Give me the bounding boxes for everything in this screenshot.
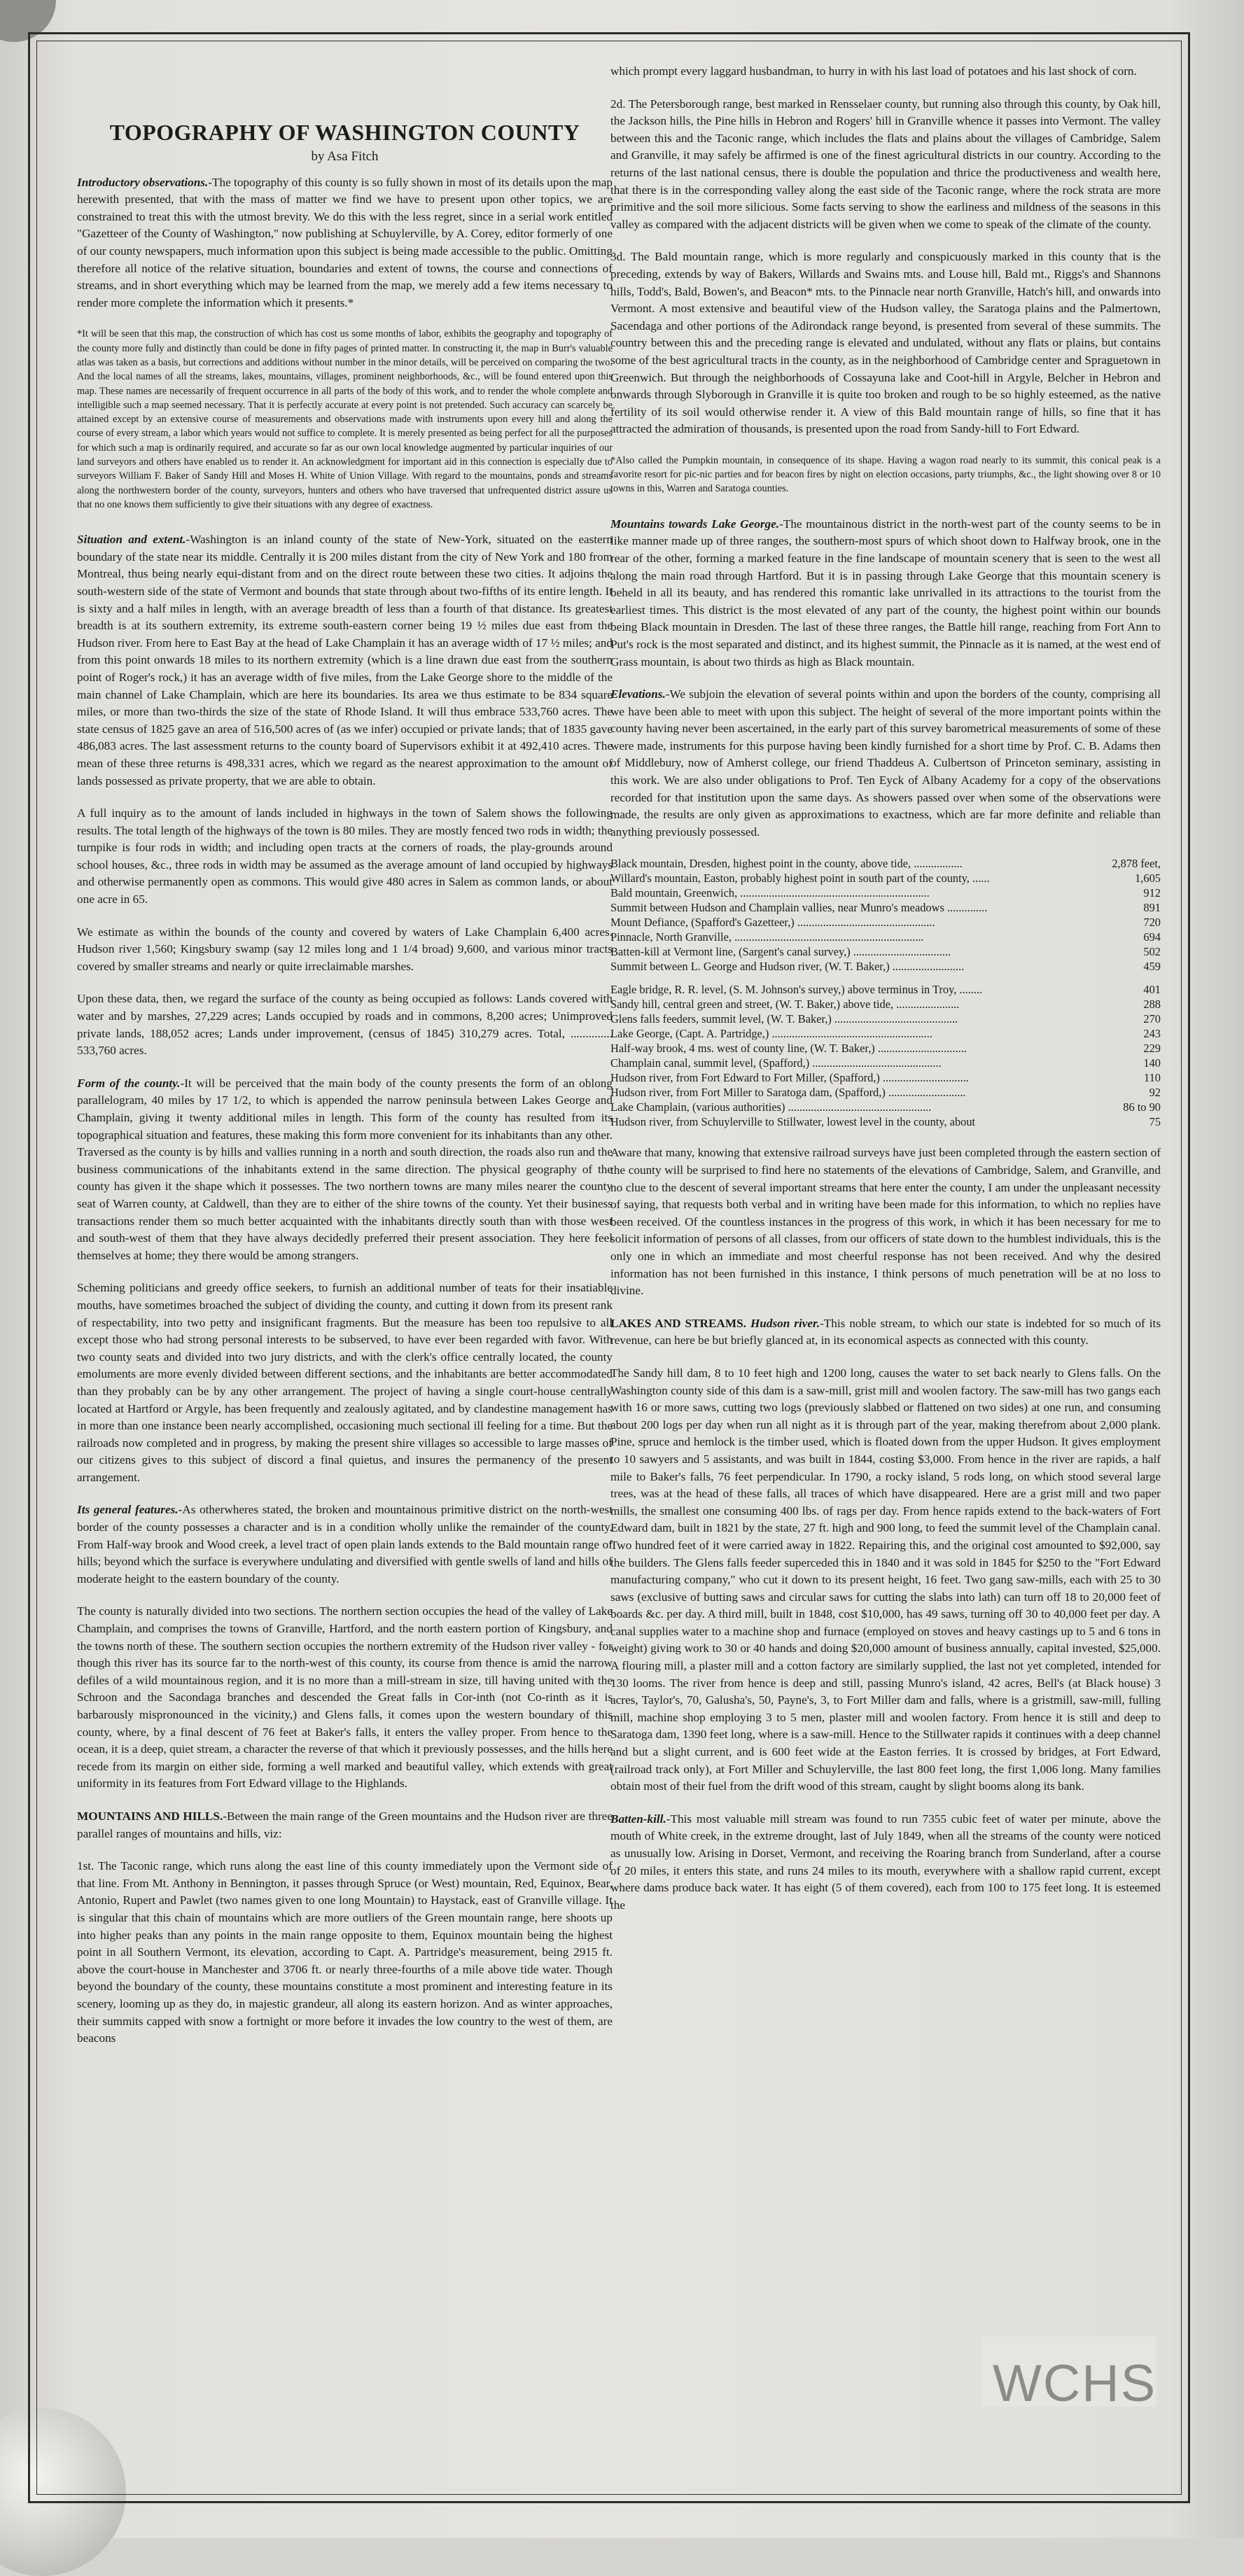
- surface-paragraph: Upon these data, then, we regard the surface of the county as being occupied as follows: Lands covered with water and by marshes, 27,229 acres; Lands occupied by roads and in commons, 8,200 acres; Unimproved private lands, 188,052 acres; Lands under improvement, (census of 1845) 310,279 acres. Total, .............. 533,760 acres.: [77, 992, 613, 1058]
- elevation-place: Mount Defiance, (Spafford's Gazetteer,) ................................................: [610, 916, 935, 930]
- mountains-heading: MOUNTAINS AND HILLS.: [77, 1809, 223, 1823]
- lake-george-text: -The mountainous district in the north-west part of the county seems to be in like manner made up of three ranges, the southern-most spurs of which shoot down to Halfway brook, one in the rear of the other, forming a marked feature in the fine landscape of mountain scenery that is seen to the west all along the main road through Hartford. But it is in passing through Lake George that this mountain scenery is beheld in all its beauty, and has rendered this romantic lake unrivalled in its attractions to the tourist from the earliest times. This district is the most elevated of any part of the county, the highest point within our bounds being Black mountain in Dresden. The last of these three ranges, the Battle hill range, reaching from Fort Ann to Put's rock is the most separated and distinct, and its highest summit, the Pinnacle as it is named, at the west end of Grass mountain, is about two thirds as high as Black mountain.: [610, 517, 1161, 668]
- elevation-row: [610, 1100, 1161, 1114]
- elevation-place: Lake Champlain, (various authorities) ..................................................: [610, 1100, 932, 1114]
- pumpkin-mountain-footnote: *Also called the Pumpkin mountain, in consequence of its shape. Having a wagon road nearly to its summit, this conical peak is a favorite resort for pic-nic parties and for beacon fires by night on election occasions, party triumphs, &c., the light showing over 8 or 10 towns in this, Warren and Saratoga counties.: [610, 454, 1161, 495]
- elevation-row: [610, 1070, 1161, 1085]
- elevation-place: Hudson river, from Fort Edward to Fort Miller, (Spafford,) ..............................: [610, 1071, 969, 1085]
- elevation-value: 459: [1143, 960, 1161, 974]
- lakes-streams-paragraph: [610, 1315, 1161, 1350]
- situation-text: -Washington is an inland county of the state of New-York, situated on the eastern boundary of the state near its middle. Centrally it is 200 miles distant from the city of New York and 180 from Montreal, thus being nearly equi-distant from and on the direct route between these two cities. It adjoins the south-western side of the state of Vermont and bounds that state through about two-fifths of its entire length. It is sixty and a half miles in length, with an average breadth of less than a fourth of that distance. Its greatest breadth is at its southern extremity, its extreme south-eastern corner being 19 ½ miles due east from the Hudson river. From here to East Bay at the head of Lake Champlain it has an average width of 17 ½ miles; and from this point onwards 18 miles to its northern extremity (which is a line drawn due east from the southern point of Roger's rock,) it has an average width of five miles, from the Lake George shore to the middle of the main channel of Lake Champlain, which are here its boundaries. Its area we thus estimate to be 834 square miles, or more than two-thirds the size of the state of Rhode Island. It will thus embrace 533,760 acres. The state census of 1825 gave an area of 516,500 acres of (as we infer) occupied or private lands; that of 1835 gave 486,083 acres. The last assessment returns to the county board of Supervisors exhibit it at 492,410 acres. The mean of these three returns is 498,331 acres, which we regard as the nearest approximation to the amount of lands possessed as private property, that we are able to obtain.: [77, 533, 613, 788]
- scheming-paragraph: Scheming politicians and greedy office seekers, to furnish an additional number of teats for their insatiable mouths, have sometimes broached the subject of dividing the county, and cutting it down from its present rank of respectability, into two petty and insignificant fragments. But the measure has been too repulsive to all except those who had strong personal interests to be subserved, to have ever been regarded with favor. With two county seats and divided into two jury districts, and with the clerk's office centrally located, the county emoluments are more evenly divided between different sections, and the inhabitants are better accommodated than they probably can be by any other arrangement. The project of having a single court-house centrally located at Hartford or Argyle, has been frequently and zealously agitated, and by clandestine management has in more than one instance been nearly accomplished, occasioning much sectional ill feeling for a time. But the railroads now completed and in progress, by making the present shire villages so accessible to large masses of our citizens gives to this subject of discord a final quietus, and insures the permanency of the present arrangement.: [77, 1281, 613, 1484]
- elevation-place: Eagle bridge, R. R. level, (S. M. Johnson's survey,) above terminus in Troy, ........: [610, 983, 983, 997]
- elevation-row: [610, 997, 1161, 1011]
- right-column: [610, 63, 1161, 2457]
- elevation-place: Champlain canal, summit level, (Spafford,) .............................................: [610, 1056, 942, 1070]
- elevation-place: Glens falls feeders, summit level, (W. T. Baker,) ...........................................: [610, 1012, 958, 1026]
- elevation-row: [610, 944, 1161, 959]
- form-paragraph: [77, 1075, 613, 1265]
- elevations-heading: Elevations.: [610, 687, 666, 701]
- wchs-watermark: WCHS: [993, 2354, 1157, 2412]
- elevations-table: [610, 856, 1161, 1129]
- elevation-row: [610, 982, 1161, 997]
- situation-heading: Situation and extent.: [77, 533, 186, 547]
- railroad-paragraph: Aware that many, knowing that extensive railroad surveys have just been completed through the eastern section of the county will be surprised to find here no statements of the elevations of Cambridge, Salem, and Granville, and no clue to the descent of several important streams that here enter the county, I am under the unpleasant necessity of saying, that requests both verbal and in writing have been made for this information, to which no replies have been received. Of the countless instances in the progress of this work, in which it has been necessary for me to solicit information of persons of all classes, from our officers of state down to the humblest individuals, this is the only one in which an immediate and most cheerful response has not been received. And why the desired information has not been furnished in this instance, I think persons of much penetration will be at no loss to divine.: [610, 1146, 1161, 1298]
- form-heading: Form of the county.: [77, 1076, 181, 1090]
- elevation-value: 110: [1144, 1071, 1161, 1085]
- elevation-value: 270: [1143, 1012, 1161, 1026]
- hudson-river-subheading: Hudson river.: [750, 1316, 820, 1330]
- intro-paragraph: [77, 174, 613, 312]
- petersborough-paragraph: 2d. The Petersborough range, best marked in Rensselaer county, but running also through this county, by Oak hill, the Jackson hills, the Pine hills in Hebron and Rogers' hill in Granville whence it passes into Vermont. The valley between this and the Taconic range, which includes the flats and plains about the villages of Cambridge, Salem and Granville, it may safely be affirmed is one of the finest agricultural districts in our country. According to the returns of the last national census, there is double the population and thrice the productiveness and wealth here, that there is in the corresponding valley along the east side of the Taconic range, where the rock strata are more primitive and the soil more silicious. Some facts serving to show the earliness and mildness of the seasons in this valley as compared with the adjacent districts will be given when we come to speak of the climate of the county.: [610, 97, 1161, 231]
- elevations-paragraph: [610, 686, 1161, 841]
- elevation-place: Summit between L. George and Hudson river, (W. T. Baker,) .........................: [610, 960, 965, 974]
- elevation-place: Willard's mountain, Easton, probably highest point in south part of the county, ......: [610, 872, 990, 886]
- elevation-row: [610, 930, 1161, 944]
- sandy-hill-dam-paragraph: The Sandy hill dam, 8 to 10 feet high and 1200 long, causes the water to set back nearly to Glens falls. On the Washington county side of this dam is a saw-mill, grist mill and woolen factory. The saw-mill has two gangs each with 16 or more saws, cutting two logs (previously slabbed or flattened on two sides) at one run, and consuming about 200 logs per day when run all night as it is through part of the year, making therefrom about 2,000 plank. Pine, spruce and hemlock is the timber used, which is floated down from the upper Hudson. It gives employment to 10 sawyers and 5 assistants, and was built in 1844, costing $3,000. From hence in the river are rapids, a half mile to Baker's falls, 76 feet perpendicular. In 1790, a rocky island, 5 rods long, on which stood several large trees, was at the head of these falls, all traces of which have disappeared. Here are a grist mill and two paper mills, the smallest one consuming 400 lbs. of rags per day. From hence rapids extend to the back-waters of Fort Edward dam, built in 1821 by the state, 27 ft. high and 900 long, to feed the summit level of the Champlain canal. Two hundred feet of it were carried away in 1822. Repairing this, and the original cost amounted to $92,000, say the builders. The Glens falls feeder superceded this in 1840 and it was sold in 1845 for $250 to the "Fort Edward manufacturing company," who cut it down to its present height, 16 feet. Two gang saw-mills, each with 25 to 30 saws (exclusive of butting saws and circular saws for cutting the slabs into lath) can turn off 18 to 20,000 feet of boards &c. per day. A third mill, built in 1848, cost $10,000, has 49 saws, turning off 30 to 40,000 feet per day. A canal supplies water to a machine shop and furnace (employed on stoves and heavy castings up to 5 and 6 tons in weight) giving work to 30 or 40 hands and doing $20,000 amount of business annually, capital invested, $25,000. A flouring mill, a plaster mill and a cotton factory are similarly supplied, the last not yet completed, intended for 130 looms. The river from hence is deep and still, passing Munro's island, 42 acres, Bell's (at Black house) 3 acres, Taylor's, 70, Galusha's, 50, Payne's, 3, to Fort Miller dam and falls, where is a gristmill, saw-mill, fulling mill, machine shop employing 3 to 5 men, plaster mill and woolen factory. From hence it is still and deep to Saratoga dam, 1390 feet long, where is a saw-mill. Hence to the Stillwater rapids it continues with a deep channel and but a slight current, and is 600 feet wide at the Easton ferries. It is crossed by bridges, at Fort Edward, (railroad track only), at Fort Miller and Schuylerville, the last 800 feet long, the first 1,006 long. Many families obtain most of their fuel from the drift wood of this stream, caught by slight booms along its bank.: [610, 1366, 1161, 1793]
- elevation-value: 720: [1143, 916, 1161, 930]
- elevation-row: [610, 1041, 1161, 1056]
- elevation-row: [610, 915, 1161, 930]
- elevation-value: 92: [1149, 1086, 1161, 1100]
- elevation-value: 288: [1143, 997, 1161, 1011]
- taconic-paragraph: 1st. The Taconic range, which runs along the east line of this county immediately upon the Vermont side of that line. From Mt. Anthony in Bennington, it passes through Spruce (or West) mountain, Red, Equinox, Bear, Antonio, Rupert and Pawlet (two names given to one long Mountain) to Haystack, east of Granville village. It is singular that this chain of mountains which are more outliers of the Green mountain range, here shoots up into higher peaks than any points in the main range opposite to them, Equinox mountain being the highest point in all Southern Vermont, its elevation, according to Capt. A. Partridge's measurement, being 2915 ft. above the court-house in Manchester and 3706 ft. or nearly three-fourths of a mile above tide water. Though beyond the boundary of the county, these mountains constitute a most prominent and interesting feature in its scenery, looming up as they do, in majestic grandeur, all along its eastern horizon. And as winter approaches, their summits capped with snow a fortnight or more before it invades the low country to the west of them, are beacons: [77, 1859, 613, 2045]
- elevation-place: Bald mountain, Greenwich, ..................................................................: [610, 886, 930, 900]
- elevation-row: [610, 1011, 1161, 1026]
- form-text: -It will be perceived that the main body of the county presents the form of an oblong parallelogram, 40 miles by 17 1/2, to which is appended the narrow peninsula between Lakes George and Champlain, giving it twenty additional miles in length. This form of the county has resulted from its topographical situation and features, these making this form more convenient for its inhabitants than any other. Traversed as the county is by hills and vallies running in a north and south direction, the roads also run and the business communications of the inhabitants extend in the same direction. The physical geography of the county has given it the shape which it possesses. The two northern towns are many miles nearer the county seat of Warren county, at Caldwell, than they are to either of the shire towns of the county. Yet their business transactions render them so much better acquainted with the inhabitants directly south than with those west and south-west of them that they have always decidedly preferred their present association. They here feel themselves at home; they there would be among strangers.: [77, 1076, 613, 1262]
- elevation-place: Pinnacle, North Granville, ..................................................................: [610, 930, 924, 944]
- elevation-row: [610, 871, 1161, 886]
- elevation-row: [610, 900, 1161, 915]
- general-heading: Its general features.: [77, 1503, 179, 1517]
- waters-paragraph: We estimate as within the bounds of the county and covered by waters of Lake Champlain 6,400 acres. Hudson river 1,560; Kingsbury swamp (say 12 miles long and 1 1/4 broad) 9,600, and various minor tracts covered by smaller streams and nearly or quite irreclaimable marshes.: [77, 925, 613, 973]
- elevation-row: [610, 959, 1161, 974]
- batten-kill-text: -This most valuable mill stream was found to run 7355 cubic feet of water per minute, above the mouth of White creek, in the extreme drought, last of July 1849, when all the streams of the county were noticed as unusually low. Arising in Dorset, Vermont, and receiving the Roaring branch from Sunderland, after a course of 20 miles, it enters this state, and runs 24 miles to its mouth, everywhere with a shallow rapid current, except where dams produce back water. It has eight (5 of them covered), each from 100 to 175 feet long. It is esteemed the: [610, 1812, 1161, 1912]
- elevation-value: 1,605: [1135, 872, 1161, 886]
- elevation-row: [610, 856, 1161, 871]
- elevation-value: 140: [1143, 1056, 1161, 1070]
- elevation-row: [610, 1114, 1161, 1129]
- elevation-place: Half-way brook, 4 ms. west of county line, (W. T. Baker,) ...............................: [610, 1042, 967, 1056]
- batten-kill-heading: Batten-kill.: [610, 1812, 666, 1826]
- elevation-place: Black mountain, Dresden, highest point in the county, above tide, .................: [610, 857, 963, 871]
- lakes-streams-heading: LAKES AND STREAMS.: [610, 1316, 746, 1330]
- elevation-place: Hudson river, from Fort Miller to Saratoga dam, (Spafford,) ...........................: [610, 1086, 966, 1100]
- elevation-value: 2,878 feet,: [1112, 857, 1161, 871]
- elevations-text: -We subjoin the elevation of several points within and upon the borders of the county, comprising all we have been able to meet with upon this subject. The height of several of the more important points within the county having never been ascertained, in the early part of this survey barometrical measurements of some of these were made, instruments for this purpose having been kindly furnished for a short time by Prof. C. B. Adams then of Middlebury, now of Amherst college, our friend Thaddeus A. Culbertson of Princeton seminary, assisting in this work. We are also under obligations to Prof. Ten Eyck of Albany Academy for a copy of the observations recorded for that institution upon the same days. As showers passed over when some of the observations were made, the results are only given as approximations to exactness, which are far more definite and reliable than anything previously possessed.: [610, 687, 1161, 839]
- elevation-row: [610, 886, 1161, 900]
- elevation-row: [610, 1085, 1161, 1100]
- batten-kill-paragraph: [610, 1811, 1161, 1914]
- author-byline: by Asa Fitch: [311, 149, 379, 164]
- elevation-place: Batten-kill at Vermont line, (Sargent's canal survey,) ..................................: [610, 945, 951, 959]
- taconic-continued: which prompt every laggard husbandman, to hurry in with his last load of potatoes and his last shock of corn.: [610, 64, 1137, 78]
- elevation-value: 401: [1143, 983, 1161, 997]
- intro-text: -The topography of this county is so fully shown in most of its details upon the map herewith presented, that with the mass of matter we find we have to present upon other topics, we are constrained to treat this with the utmost brevity. We do this with the less regret, since in a serial work entitled "Gazetteer of the County of Washington," now publishing at Schuylerville, by A. Corey, editor formerly of one of our county newspapers, much information upon this subject is being made accessible to the public. Omitting therefore all notice of the relative situation, boundaries and extent of towns, the course and connections of streams, and in short everything which may be learned from the map, we merely add a few items necessary to render more complete the information which it presents.*: [77, 175, 613, 309]
- elevation-value: 694: [1143, 930, 1161, 944]
- elevation-value: 229: [1143, 1042, 1161, 1056]
- mountains-text: -Between the main range of the Green mountains and the Hudson river are three parallel ranges of mountains and hills, viz:: [77, 1809, 613, 1840]
- intro-heading: Introductory observations.: [77, 175, 209, 189]
- elevation-place: Hudson river, from Schuylerville to Stillwater, lowest level in the county, about: [610, 1115, 976, 1129]
- left-column: [77, 63, 613, 2457]
- gap-cell: [610, 974, 1105, 982]
- situation-paragraph: [77, 531, 613, 790]
- elevation-place: Summit between Hudson and Champlain vallies, near Munro's meadows ..............: [610, 901, 988, 915]
- highways-paragraph: A full inquiry as to the amount of lands included in highways in the town of Salem shows the following results. The total length of the highways of the town is 80 miles. They are mostly fenced two rods in width; the turnpike is four rods in width; and including open tracts at the corners of roads, the play-grounds around school houses, &c., three rods in width may be assumed as the average amount of land occupied by highways and otherwise permanently open as commons. This would give 480 acres in Salem as common lands, or about one acre in 65.: [77, 806, 613, 906]
- general-text: -As otherwheres stated, the broken and mountainous primitive district on the north-west border of the county possesses a character and is in a condition wholly unlike the remainder of the county. From Half-way brook and Wood creek, a level tract of open plain lands extends to the Bald mountain range of hills; beyond which the surface is everywhere undulating and diversified with gentle swells of land and hills of moderate height to the eastern boundary of the county.: [77, 1503, 613, 1586]
- sections-paragraph: The county is naturally divided into two sections. The northern section occupies the head of the valley of Lake Champlain, and comprises the towns of Granville, Hartford, and the north eastern portion of Kingsbury, and the towns north of these. The southern section occupies the northern extremity of the Hudson river valley - for though this river has its source far to the north-west of this county, its course from thence is amid the narrow defiles of a wild mountainous region, and it is no more than a mill-stream in size, till having united with the Schroon and the Sacondaga branches and descended the Great falls in Cor-inth (not Co-rinth as it is barbarously mispronounced in the vicinity,) and Glens falls, it comes upon the western boundary of this county, where, by a final descent of 76 feet at Baker's falls, it enters the valley proper. From hence to the ocean, it is a deep, quiet stream, a character the reverse of that which it previously possesses, and the hills here recede from its margin on either side, forming a well marked and beautiful valley, which extends with great uniformity in its features from Fort Edward village to the Highlands.: [77, 1604, 613, 1791]
- gap-cell: [1105, 974, 1161, 982]
- elevation-group-gap: [610, 974, 1161, 982]
- document-title: TOPOGRAPHY OF WASHINGTON COUNTY: [109, 120, 580, 145]
- elevation-value: 912: [1143, 886, 1161, 900]
- lakes-streams-text: -This noble stream, to which our state is indebted for so much of its revenue, can here be but briefly glanced at, in its economical aspects as connected with this county.: [610, 1316, 1161, 1348]
- elevation-row: [610, 1056, 1161, 1070]
- elevation-place: Sandy hill, central green and street, (W. T. Baker,) above tide, ......................: [610, 997, 960, 1011]
- general-paragraph: [77, 1502, 613, 1588]
- lake-george-paragraph: [610, 516, 1161, 671]
- bald-mountain-paragraph: 3d. The Bald mountain range, which is more regularly and conspicuously marked in this county that is the preceding, extends by way of Bakers, Willards and Swains mts. and Louse hill, Bald mt., Riggs's and Shannons hills, Todd's, Bald, Bowen's, and Beacon* mts. to the Pinnacle near north Granville, Hatch's hill, and onwards into Vermont. A most extensive and beautiful view of the Hudson valley, the Saratoga plains and the Palmertown, Sacendaga and other portions of the Adirondack range beyond, is presented from several of these summits. The country between this and the preceding range is elevated and undulated, without any flats or plains, but contains some of the best agricultural tracts in the county, as in the neighborhood of Cambridge center and Spraguetown in Greenwich. But through the neighborhoods of Cossayuna lake and Coot-hill in Argyle, Belcher in Hebron and onwards through Slyborough in Granville it is quite too broken and rough to be so highly esteemed, as the native fertility of its soil would otherwise render it. A view of this Bald mountain range of hills, so fine that it has attracted the admiration of thousands, is presented upon the road from Sandy-hill to Fort Edward.: [610, 250, 1161, 436]
- mountains-paragraph: [77, 1808, 613, 1842]
- lake-george-heading: Mountains towards Lake George.: [610, 517, 780, 531]
- elevation-value: 502: [1143, 945, 1161, 959]
- elevation-value: 75: [1149, 1115, 1161, 1129]
- elevation-place: Lake George, (Capt. A. Partridge,) ........................................................: [610, 1027, 932, 1041]
- map-footnote: *It will be seen that this map, the construction of which has cost us some months of labor, exhibits the geography and topography of the county more fully and distinctly than could be done in fifty pages of printed matter. In constructing it, the map in Burr's valuable atlas was taken as a basis, but corrections and additions without number in the minor details, will be perceived on comparing the two. And the local names of all the streams, lakes, mountains, villages, prominent neighborhoods, &c., will be found entered upon this map. These names are necessarily of frequent occurrence in all parts of the body of this work, and to render the whole complete and intelligible such a map seemed necessary. That it is perfectly accurate at every point is not pretended. Such accuracy can scarcely be attained except by an extensive course of measurements and observations made with instruments upon every hill and along the course of every stream, a labor which years would not suffice to complete. It is merely presented as being perfect for all the purposes for which such a map is ordinarily required, and accurate so far as our own local knowledge augmented by particular inquiries of our land surveyors and others have enabled us to render it. An acknowledgment for important aid in this connection is especially due to surveyors William F. Baker of Sandy Hill and Moses H. White of Union Village. With regard to the mountains, ponds and streams along the northwestern border of the county, surveyors, hunters and others who have traversed that unfrequented district assure us that no one knows them sufficiently to give their situations with any degree of exactness.: [77, 328, 613, 510]
- elevation-value: 86 to 90: [1123, 1100, 1161, 1114]
- elevation-value: 243: [1143, 1027, 1161, 1041]
- elevation-value: 891: [1143, 901, 1161, 915]
- elevation-row: [610, 1026, 1161, 1041]
